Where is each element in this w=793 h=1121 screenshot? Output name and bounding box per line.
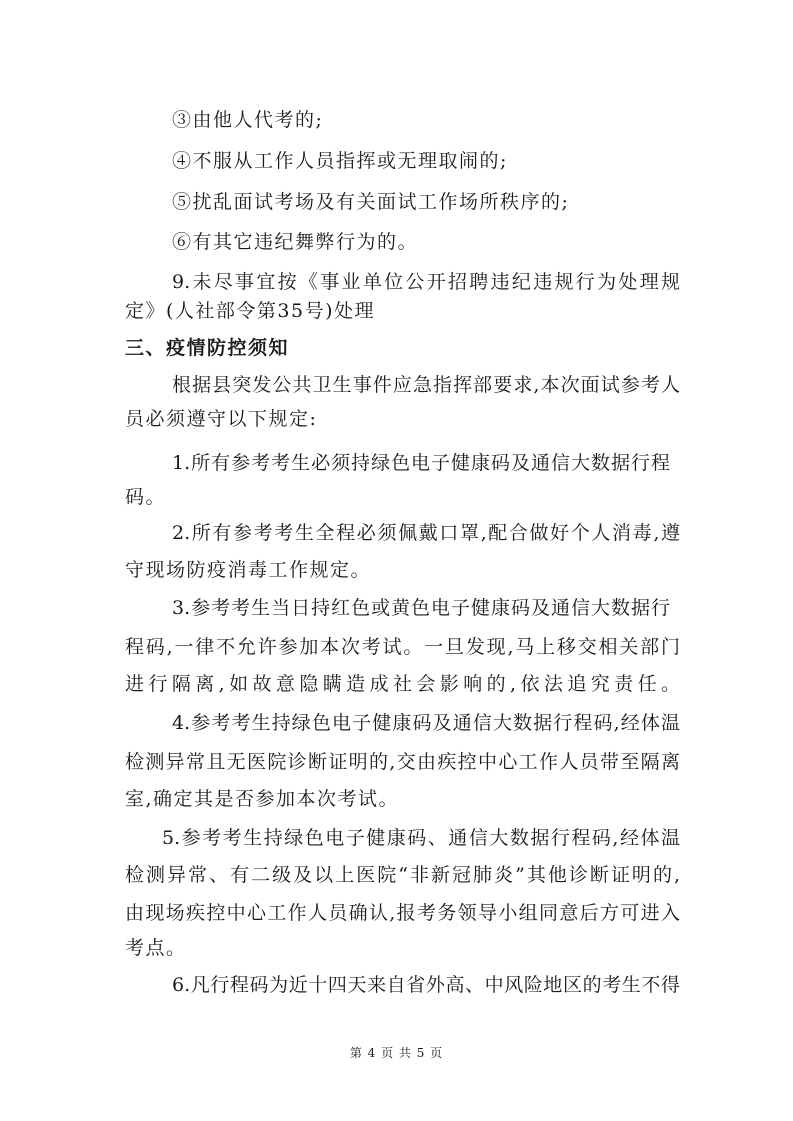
item-4-line-3: 室,确定其是否参加本次考试。: [125, 788, 400, 810]
item-1-line-1: 1.所有参考考生必须持绿色电子健康码及通信大数据行程: [172, 452, 670, 474]
rule-item-5: ⑤扰乱面试考场及有关面试工作场所秩序的;: [172, 191, 570, 213]
item-4-line-2: 检测异常且无医院诊断证明的,交由疾控中心工作人员带至隔离: [125, 751, 680, 773]
item-1-line-2: 码。: [125, 486, 167, 508]
item-3-line-3: 进行隔离,如故意隐瞒造成社会影响的,依法追究责任。: [125, 673, 680, 695]
intro-line-2: 员必须遵守以下规定:: [125, 408, 318, 430]
item-4-line-1: 4.参考考生持绿色电子健康码及通信大数据行程码,经体温: [172, 712, 680, 734]
rule-item-3: ③由他人代考的;: [172, 109, 324, 131]
rule-9-line-2: 定》(人社部令第35号)处理: [125, 300, 376, 322]
intro-line-1: 根据县突发公共卫生事件应急指挥部要求,本次面试参考人: [172, 374, 680, 396]
item-5-line-4: 考点。: [125, 937, 187, 959]
item-3-line-2: 程码,一律不允许参加本次考试。一旦发现,马上移交相关部门: [125, 636, 680, 658]
item-2-line-2: 守现场防疫消毒工作规定。: [125, 559, 372, 581]
item-5-line-1: 5.参考考生持绿色电子健康码、通信大数据行程码,经体温: [162, 827, 680, 849]
item-5-line-2: 检测异常、有二级及以上医院“非新冠肺炎”其他诊断证明的,: [125, 864, 680, 886]
rule-item-6: ⑥有其它违纪舞弊行为的。: [172, 231, 419, 253]
page-footer: 第 4 页 共 5 页: [349, 1046, 444, 1060]
rule-item-4: ④不服从工作人员指挥或无理取闹的;: [172, 150, 508, 172]
item-5-line-3: 由现场疾控中心工作人员确认,报考务领导小组同意后方可进入: [125, 902, 680, 924]
item-6-line-1: 6.凡行程码为近十四天来自省外高、中风险地区的考生不得: [172, 974, 680, 996]
section-heading-epidemic: 三、疫情防控须知: [125, 337, 290, 359]
item-2-line-1: 2.所有参考考生全程必须佩戴口罩,配合做好个人消毒,遵: [172, 522, 680, 544]
rule-9-line-1: 9.未尽事宜按《事业单位公开招聘违纪违规行为处理规: [172, 271, 680, 293]
item-3-line-1: 3.参考考生当日持红色或黄色电子健康码及通信大数据行: [172, 597, 670, 619]
